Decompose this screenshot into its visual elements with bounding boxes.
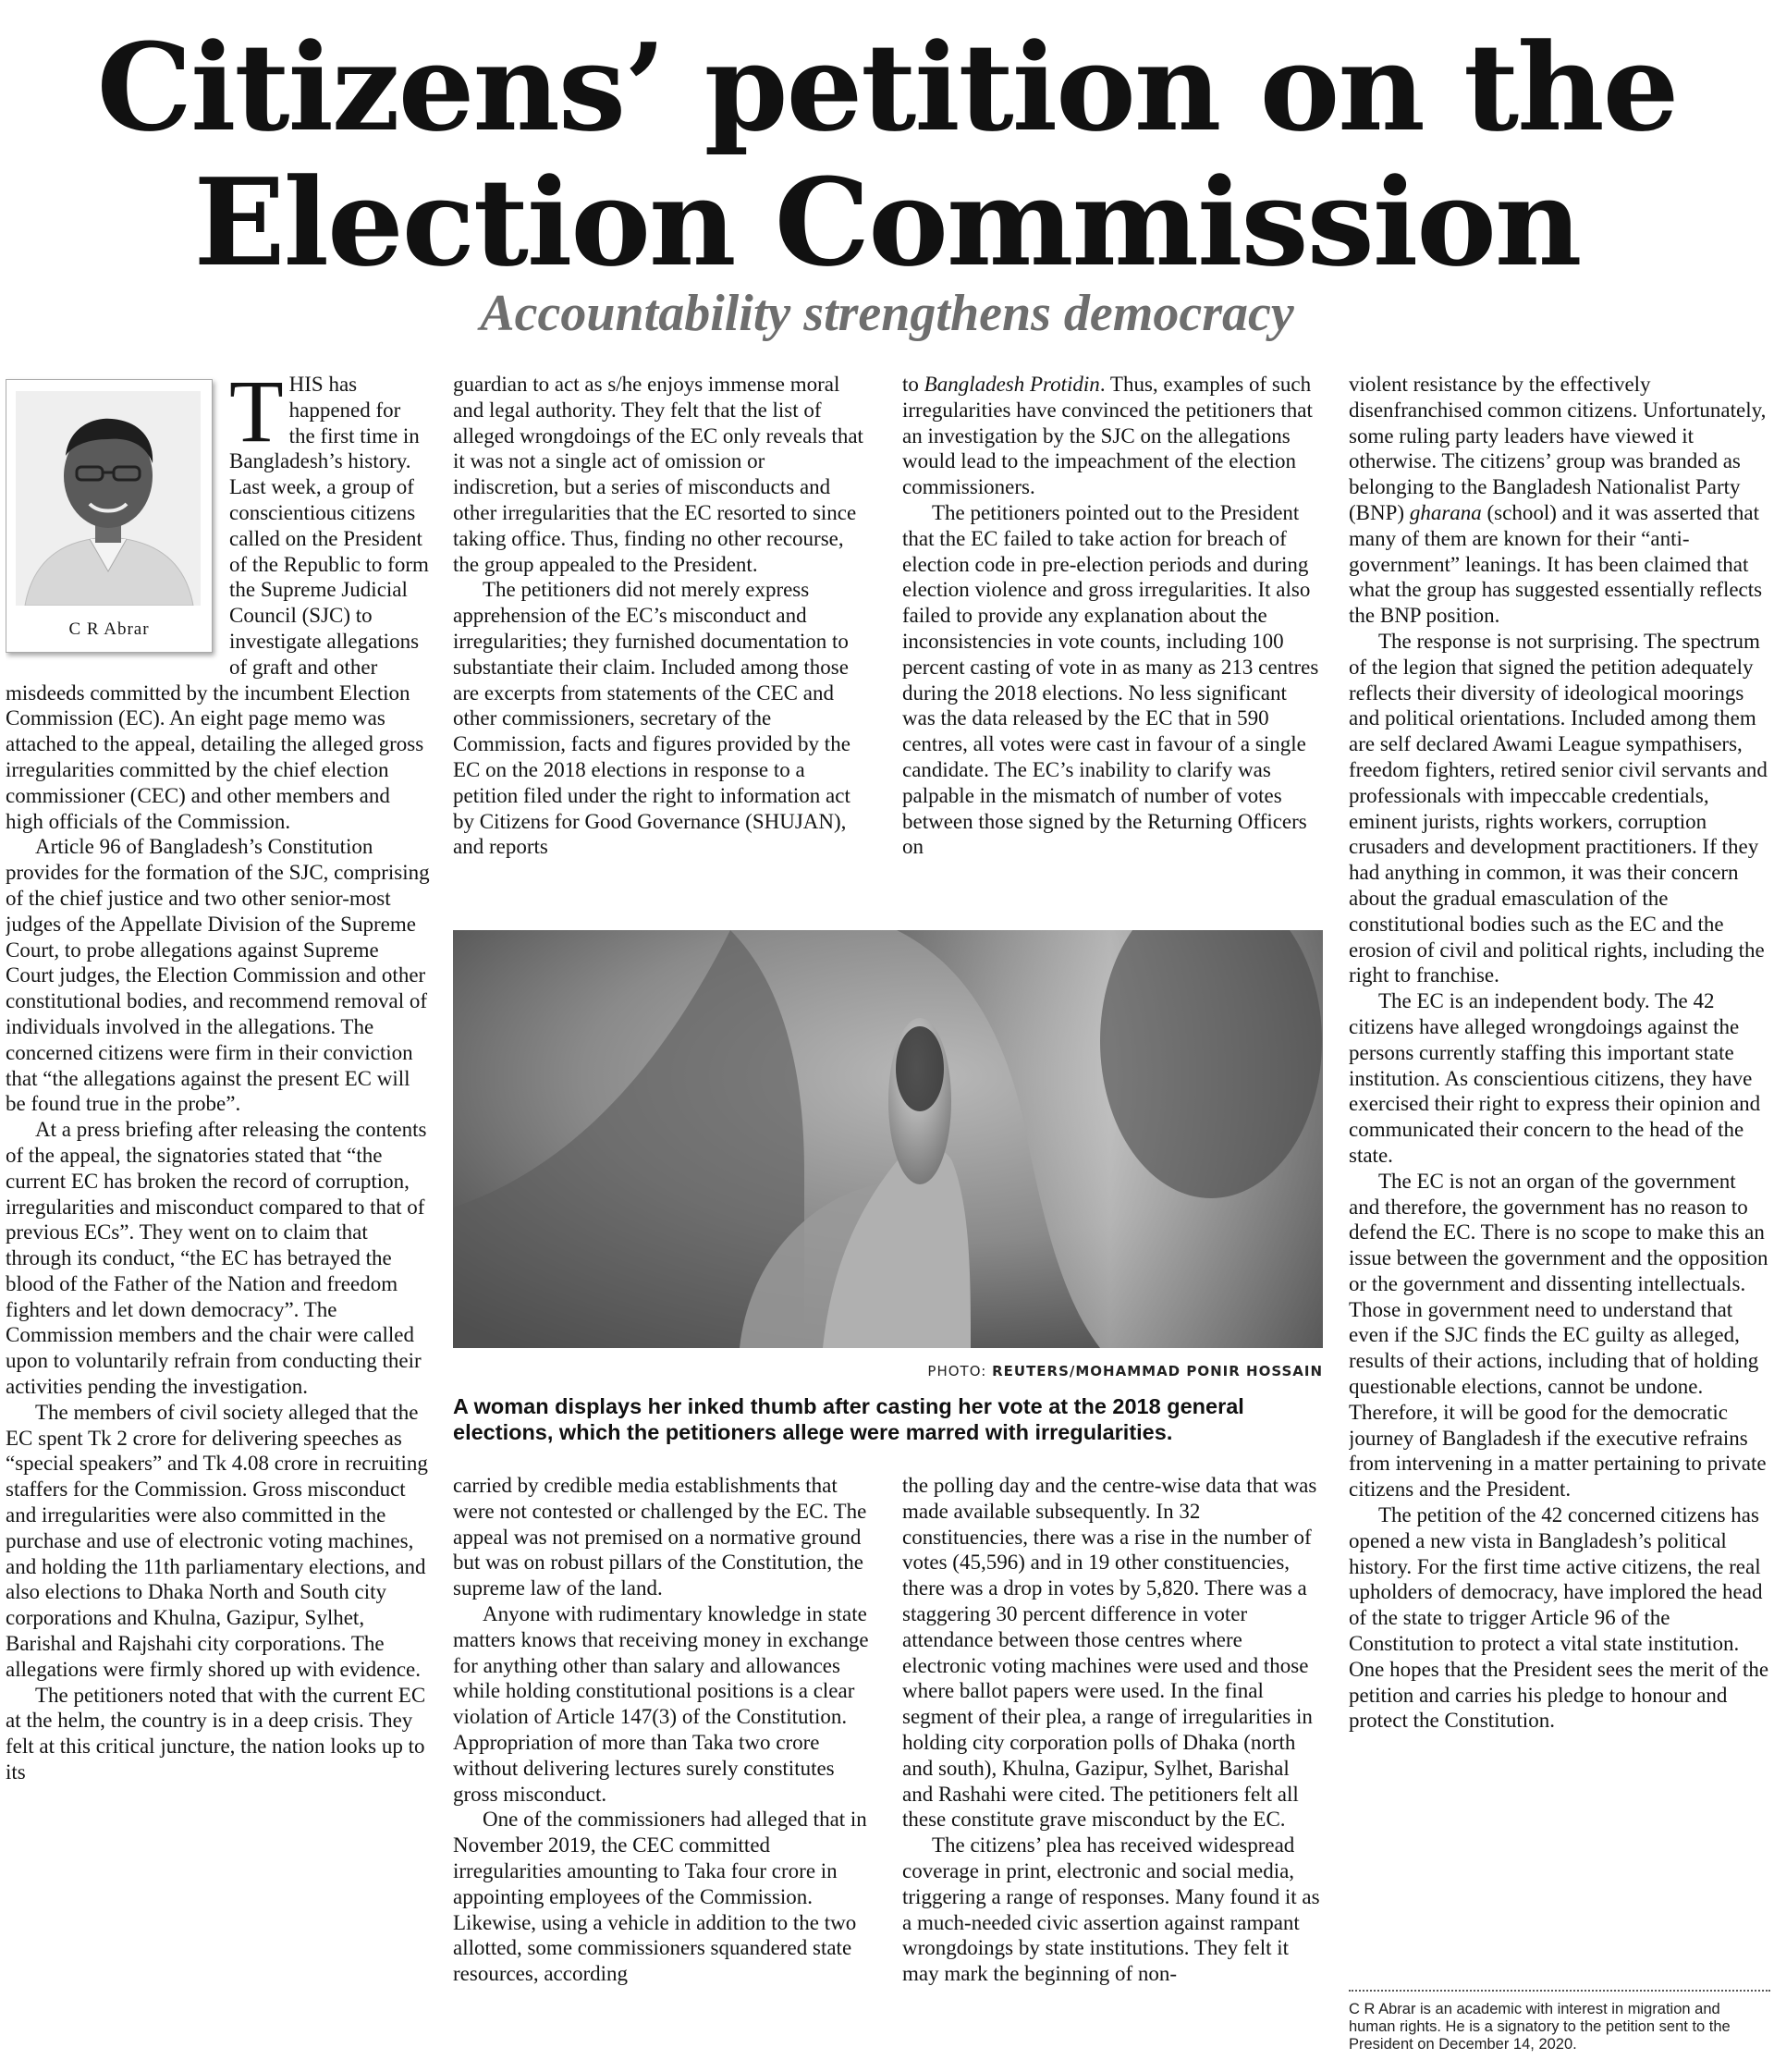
headline-line-2: Election Commission — [193, 152, 1581, 293]
bio-divider — [1349, 1990, 1770, 1992]
paragraph: The citizens’ plea has received widespread coverage in print, electronic and social media, triggering a range of responses. Many found it as a much-needed civic assertion against rampant wrongdoings by state institutions. They felt it may mark the beginning of non- — [902, 1833, 1320, 1986]
photo-caption: A woman displays her inked thumb after casting her vote at the 2018 general elections, which the petitioners allege were marred with irregularities. — [453, 1394, 1244, 1444]
article-column-1 — [6, 372, 431, 2071]
paragraph: guardian to act as s/he enjoys immense moral and legal authority. They felt that the list of alleged wrongdoings of the EC only reveals that it was not a single act of omission or indiscretion, but a series of misconducts and other irregularities that the EC resorted to since taking office. Thus, finding no other recourse, the group appealed to the President. — [453, 373, 863, 576]
author-name: C R Abrar — [68, 619, 150, 640]
inked-thumb-photo-icon — [453, 930, 1323, 1348]
paragraph: The petitioners noted that with the current EC at the helm, the country is in a deep crisis. They felt at this critical juncture, the nation looks up to its — [6, 1683, 426, 1784]
author-photo — [16, 391, 201, 606]
paragraph: THIS has happened for the first time in Bangladesh’s history. Last week, a group of conscientious citizens called on the President of the Republic to form the Supreme Judicial Council (SJC) to investigate allegations of graft and other misdeeds committed by the incumbent Election Commission (EC). An eight page memo was attached to the appeal, detailing the alleged gross irregularities committed by the chief election commissioner (CEC) and other members and high officials of the Commission. — [6, 372, 429, 833]
photo-credit: PHOTO: REUTERS/MOHAMMAD PONIR HOSSAIN — [927, 1363, 1323, 1379]
author-box — [6, 379, 213, 653]
paragraph: At a press briefing after releasing the contents of the appeal, the signatories stated that “the current EC has broken the record of corruption, irregularities and misconduct compared to that of previous ECs”. They went on to claim that through its conduct, “the EC has betrayed the blood of the Father of the Nation and freedom fighters and let down democracy”. The Commission members and the chair were called upon to voluntarily refrain from conducting their activities pending the investigation. — [6, 1118, 427, 1399]
paragraph: the polling day and the centre-wise data that was made available subsequently. In 32 constituencies, there was a rise in the number of votes (45,596) and in 19 other constituencies, there was a drop in votes by 5,820. There was a staggering 30 percent difference in voter attendance between those centres where electronic voting machines were used and those where ballot papers were used. In the final segment of their plea, a range of irregularities in holding city corporation polls of Dhaka (north and south), Khulna, Gazipur, Sylhet, Barishal and Rashahi were cited. The petitioners felt all these constitute grave misconduct by the EC. — [902, 1474, 1317, 1832]
subheadline: Accountability strengthens democracy — [480, 285, 1294, 342]
article-photo — [453, 930, 1323, 1348]
headline — [0, 17, 1774, 293]
article-column-4 — [1349, 372, 1770, 1986]
paragraph: The petitioners pointed out to the President that the EC failed to take action for breach of election code in pre-election periods and during election violence and gross irregularities. It also failed to provide any explanation about the inconsistencies in vote counts, including 100 percent casting of vote in as many as 213 centres during the 2018 elections. No less significant was the data released by the EC that in 590 centres, all votes were cast in favour of a single candidate. The EC’s inability to clarify was palpable in the mismatch of number of votes between those signed by the Returning Officers on — [902, 500, 1319, 859]
paragraph: carried by credible media establishments that were not contested or challenged by the EC. The appeal was not premised on a normative ground but was on robust pillars of the Constitution, the supreme law of the land. — [453, 1474, 867, 1600]
headline-line-1: Citizens’ petition on the — [96, 17, 1678, 158]
paragraph: violent resistance by the effectively disenfranchised common citizens. Unfortunately, some ruling party leaders have viewed it otherwise. The citizens’ group was branded as belonging to the Bangladesh Nationalist Party (BNP) gharana (school) and it was asserted that many of them are known for their “anti-government” leanings. It has been claimed that what the group has suggested essentially reflects the BNP position. — [1349, 373, 1767, 628]
paragraph: The petition of the 42 concerned citizens has opened a new vista in Bangladesh’s political history. For the first time active citizens, the real upholders of democracy, have implored the head of the state to trigger Article 96 of the Constitution to protect a vital state institution. One hopes that the President sees the merit of the petition and carries his pledge to honour and protect the Constitution. — [1349, 1503, 1769, 1733]
paragraph: One of the commissioners had alleged that in November 2019, the CEC committed irregularities amounting to Taka four crore in appointing employees of the Commission. Likewise, using a vehicle in addition to the two allotted, some commissioners squandered state resources, according — [453, 1808, 867, 1986]
paragraph: The EC is an independent body. The 42 citizens have alleged wrongdoings against the persons currently staffing this important state institution. As conscientious citizens, they have exercised their right to express their opinion and communicated their concern to the head of the state. — [1349, 989, 1761, 1167]
author-portrait-icon — [16, 391, 201, 606]
paragraph: The members of civil society alleged that the EC spent Tk 2 crore for delivering speeches as “special speakers” and Tk 4.08 crore in recruiting staffers for the Commission. Gross misconduct and irregularities were also committed in the purchase and use of electronic voting machines, and holding the 11th parliamentary elections, and also elections to Dhaka North and South city corporations and Khulna, Gazipur, Sylhet, Barishal and Rajshahi city corporations. The allegations were firmly shored up with evidence. — [6, 1400, 428, 1681]
author-bio: C R Abrar is an academic with interest in migration and human rights. He is a signatory to the petition sent to the President on December 14, 2020. — [1349, 2001, 1731, 2053]
paragraph: The EC is not an organ of the government and therefore, the government has no reason to defend the EC. There is no scope to make this an issue between the government and the opposition or the government and dissenting intellectuals. Those in government need to understand that even if the SJC finds the EC guilty as alleged, results of their actions, including that of holding questionable elections, cannot be undone. Therefore, it will be good for the democratic journey of Bangladesh if the executive refrains from intervening in a matter pertaining to private citizens and the President. — [1349, 1169, 1768, 1502]
article-column-3 — [902, 372, 1324, 917]
paragraph: Article 96 of Bangladesh’s Constitution provides for the formation of the SJC, comprising of the chief justice and two other senior-most judges of the Appellate Division of the Supreme Court, to probe allegations against Supreme Court judges, the Election Commission and other constitutional bodies, and recommend removal of individuals involved in the allegations. The concerned citizens were firm in their conviction that “the allegations against the present EC will be found true in the probe”. — [6, 835, 430, 1116]
article-column-2 — [453, 372, 875, 917]
paragraph: Anyone with rudimentary knowledge in state matters knows that receiving money in exchange for anything other than salary and allowances while holding constitutional positions is a clear violation of Article 147(3) of the Constitution. Appropriation of more than Taka two crore without delivering lectures surely constitutes gross misconduct. — [453, 1601, 869, 1806]
paragraph: The response is not surprising. The spectrum of the legion that signed the petition adequately reflects their diversity of ideological moorings and political orientations. Included among them are self declared Awami League sympathisers, freedom fighters, retired senior civil servants and professionals with impeccable credentials, eminent jurists, rights workers, corruption crusaders and development practitioners. If they had anything in common, it was their concern about the gradual emasculation of the constitutional bodies such as the EC and the erosion of civil and political rights, including the right to franchise. — [1349, 629, 1768, 987]
paragraph: The petitioners did not merely express apprehension of the EC’s misconduct and irregularities; they furnished documentation to substantiate their claim. Included among those are excerpts from statements of the CEC and other commissioners, secretary of the Commission, facts and figures provided by the EC on the 2018 elections in response to a petition filed under the right to information act by Citizens for Good Governance (SHUJAN), and reports — [453, 578, 850, 859]
paragraph: to Bangladesh Protidin. Thus, examples of such irregularities have convinced the petitioners that an investigation by the SJC on the allegations would lead to the impeachment of the election commissioners. — [902, 373, 1313, 499]
drop-cap: T — [229, 372, 284, 460]
article-column-3-bottom — [902, 1473, 1324, 2072]
article-column-2-bottom — [453, 1473, 875, 2072]
